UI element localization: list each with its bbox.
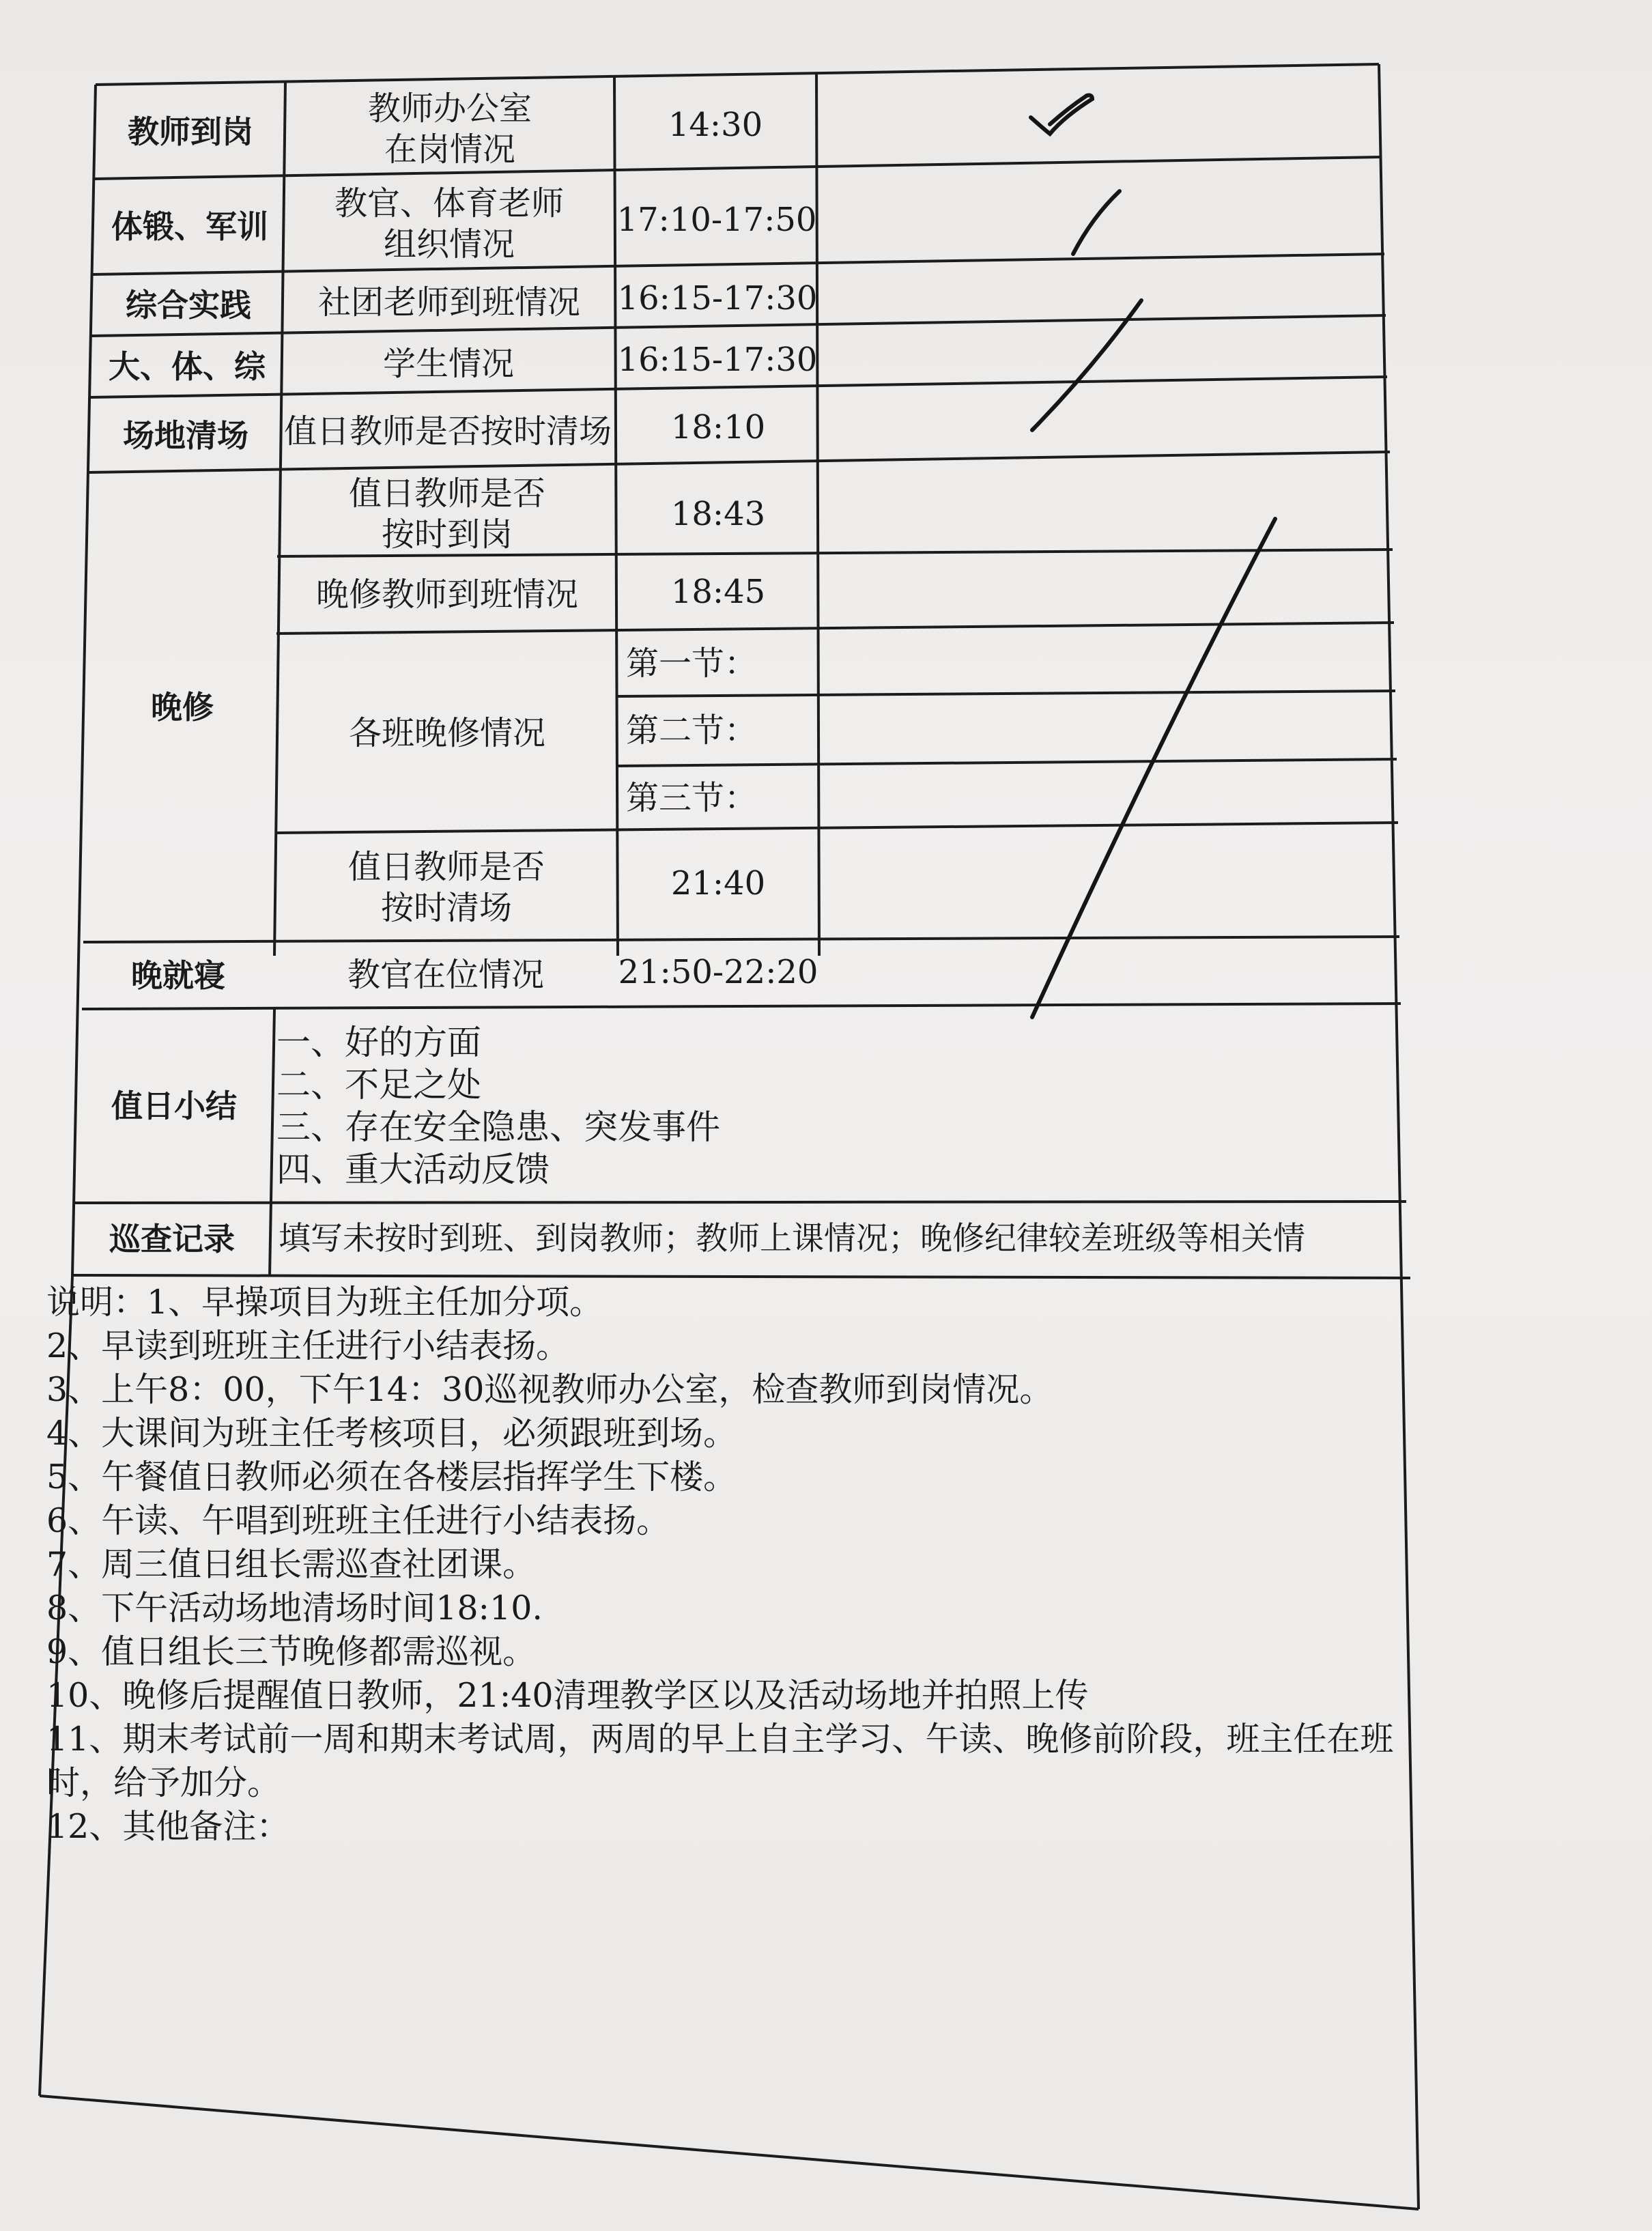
period-2-label: 第二节： xyxy=(626,711,758,750)
note-line: 6、午读、午唱到班班主任进行小结表扬。 xyxy=(46,1501,670,1540)
note-line: 2、早读到班班主任进行小结表扬。 xyxy=(46,1326,570,1365)
summary-line: 一、好的方面 xyxy=(276,1023,481,1062)
patrol-instruction: 填写未按时到班、到岗教师；教师上课情况；晚修纪律较差班级等相关情 xyxy=(279,1220,1305,1257)
item-instructor-organization: 教官、体育老师 组织情况 xyxy=(334,184,564,264)
time-bedtime: 21:50-22:20 xyxy=(618,953,818,991)
note-line: 9、值日组长三节晚修都需巡视。 xyxy=(46,1632,537,1671)
item-student-status: 学生情况 xyxy=(382,345,514,383)
note-line: 8、下午活动场地清场时间18:10. xyxy=(46,1589,543,1628)
item-duty-teacher-arrival: 值日教师是否 按时到岗 xyxy=(348,474,545,554)
category-physical-training: 体锻、军训 xyxy=(111,208,268,245)
time-duty-final-clearing: 21:40 xyxy=(670,864,766,903)
time-row-1: 14:30 xyxy=(668,106,763,144)
item-duty-clearing: 值日教师是否按时清场 xyxy=(283,412,612,451)
note-line: 10、晚修后提醒值日教师，21:40清理教学区以及活动场地并拍照上传 xyxy=(46,1676,1089,1715)
period-3-label: 第三节： xyxy=(626,779,758,817)
category-field-clearing: 场地清场 xyxy=(123,417,248,454)
item-club-teacher: 社团老师到班情况 xyxy=(317,283,580,322)
category-big-sport-practice: 大、体、综 xyxy=(109,348,266,385)
summary-line: 二、不足之处 xyxy=(276,1065,481,1105)
summary-line: 三、存在安全隐患、突发事件 xyxy=(276,1107,720,1147)
period-1-label: 第一节： xyxy=(626,644,758,683)
time-evening-teacher-arrival: 18:45 xyxy=(670,573,766,611)
time-row-5: 18:10 xyxy=(670,408,766,446)
item-office-attendance: 教师办公室 在岗情况 xyxy=(367,89,532,169)
category-daily-summary: 值日小结 xyxy=(111,1088,237,1124)
note-line: 11、期末考试前一周和期末考试周，两周的早上自主学习、午读、晚修前阶段，班主任在班时，给予加分。 xyxy=(46,1720,1394,1802)
note-line: 说明：1、早操项目为班主任加分项。 xyxy=(46,1283,603,1322)
note-line: 7、周三值日组长需巡查社团课。 xyxy=(46,1545,537,1584)
item-class-evening-status: 各班晚修情况 xyxy=(348,714,545,752)
summary-line: 四、重大活动反馈 xyxy=(276,1150,550,1189)
item-evening-teacher-arrival: 晚修教师到班情况 xyxy=(315,575,578,614)
category-patrol-record: 巡查记录 xyxy=(109,1221,235,1257)
time-row-2: 17:10-17:50 xyxy=(616,201,817,239)
category-teacher-arrival: 教师到岗 xyxy=(128,113,253,150)
note-line: 4、大课间为班主任考核项目，必须跟班到场。 xyxy=(46,1414,737,1453)
time-row-4: 16:15-17:30 xyxy=(617,341,818,379)
category-evening-study: 晚修 xyxy=(151,689,214,726)
slash-mark-icon xyxy=(1032,300,1141,430)
note-line: 3、上午8：00，下午14：30巡视教师办公室，检查教师到岗情况。 xyxy=(46,1370,1053,1409)
category-bedtime: 晚就寝 xyxy=(131,957,225,994)
time-duty-arrival: 18:43 xyxy=(670,495,766,533)
time-row-3: 16:15-17:30 xyxy=(617,279,818,317)
item-duty-final-clearing: 值日教师是否 按时清场 xyxy=(347,848,545,927)
slash-mark-icon xyxy=(1032,519,1275,1017)
note-line: 5、午餐值日教师必须在各楼层指挥学生下楼。 xyxy=(46,1458,737,1496)
category-practice: 综合实践 xyxy=(126,287,251,324)
note-line: 12、其他备注： xyxy=(46,1807,290,1846)
slash-mark-icon xyxy=(1073,191,1120,254)
check-mark-icon xyxy=(1031,96,1092,134)
item-instructor-presence: 教官在位情况 xyxy=(347,956,544,994)
